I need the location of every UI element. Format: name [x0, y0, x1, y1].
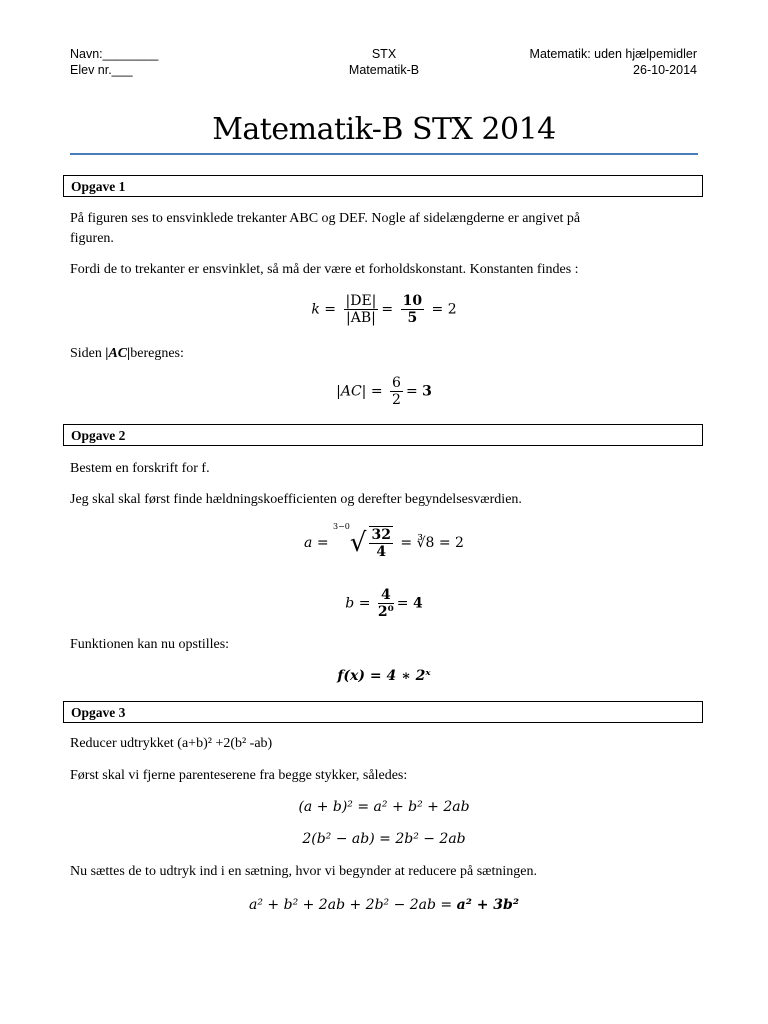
opgave-2-heading: Opgave 2 [63, 424, 703, 446]
p3-variable: |AC| [105, 346, 131, 361]
fraction-4-2pow0 [378, 587, 394, 620]
eq-ac-result: 3 [422, 383, 432, 400]
opgave-1-paragraph-2: Fordi de to trekanter er ensvinklet, så må der være et forholdskonstant. Konstanten findes : [70, 262, 579, 277]
eq-k-lhs: k = [311, 301, 337, 318]
eq-k-result: = 2 [431, 301, 457, 318]
eq-ac-lhs: |AC| = [336, 383, 383, 400]
name-field-label: Navn:________ [70, 47, 159, 61]
p3-suffix: beregnes: [130, 346, 184, 361]
eq-a-lhs: a = [304, 535, 329, 551]
fraction-den: 2 [392, 392, 401, 408]
fraction-num: 4 [378, 587, 394, 604]
fraction-6-2 [390, 375, 403, 408]
fraction-den: 4 [376, 544, 387, 560]
eq3-result: a² + 3b² [456, 897, 519, 913]
eq-a-result: = ∛8 = 2 [400, 535, 464, 551]
header-subject: Matematik-B [348, 63, 420, 77]
opgave-2-equation-f: f(x) = 4 ∗ 2ˣ [337, 668, 431, 684]
opgave-3-equation-2: 2(b² − ab) = 2b² − 2ab [302, 831, 466, 847]
fraction-den: 2⁰ [377, 604, 394, 620]
opgave-3-paragraph-1: Reducer udtrykket (a+b)² +2(b² -ab) [70, 736, 273, 751]
p3-prefix: Siden [70, 346, 106, 361]
fraction-num: 6 [392, 375, 401, 391]
fraction-10-5 [401, 293, 424, 326]
fraction-num: |DE| [345, 293, 377, 309]
opgave-1-paragraph-1: På figuren ses to ensvinklede trekanter ABC og DEF. Nogle af sidelængderne er angivet på figuren. [70, 211, 581, 246]
page-title: Matematik-B STX 2014 [212, 112, 556, 147]
fraction-32-4 [369, 526, 392, 560]
header-exam-type: Matematik: uden hjælpemidler [529, 47, 697, 61]
title-divider [70, 153, 698, 155]
header-date: 26-10-2014 [633, 63, 697, 77]
opgave-1-equation-ac: |AC| = $\frac{6}{2}$ = 3 [336, 375, 432, 408]
opgave-1-paragraph-3 [70, 344, 590, 364]
fraction-num: 32 [371, 527, 391, 543]
eq-b-lhs: b = [345, 595, 371, 612]
opgave-1-heading: Opgave 1 [63, 175, 703, 197]
opgave-3-heading: Opgave 3 [63, 701, 703, 723]
student-number-label: Elev nr.___ [70, 63, 133, 77]
sqrt-icon: √ [349, 528, 367, 558]
opgave-2-paragraph-2: Jeg skal skal først finde hældningskoefficienten og derefter begyndelsesværdien. [70, 492, 522, 507]
opgave-3-paragraph-2: Først skal vi fjerne parenteserene fra begge stykker, således: [70, 768, 408, 783]
opgave-3-equation-3 [0, 897, 768, 913]
opgave-2-equation-a [0, 522, 768, 560]
header-right [530, 46, 697, 78]
opgave-2-paragraph-1: Bestem en forskrift for f. [70, 461, 210, 476]
opgave-2-equation-b: b = $\frac{4}{\text{2⁰}}$ = 4 [345, 587, 423, 620]
fraction-num: 10 [402, 293, 423, 309]
opgave-2-paragraph-3: Funktionen kan nu opstilles: [70, 637, 230, 652]
fraction-de-ab [344, 293, 379, 326]
opgave-3-paragraph-3: Nu sættes de to udtryk ind i en sætning, hvor vi begynder at reducere på sætningen. [70, 864, 537, 879]
fraction-den: 5 [407, 310, 418, 326]
header-stx: STX [371, 47, 397, 61]
fraction-den: |AB| [346, 310, 376, 326]
eq-b-result: 4 [412, 595, 423, 612]
eq3-lhs: a² + b² + 2ab + 2b² − 2ab = [249, 897, 453, 913]
opgave-3-equation-1: (a + b)² = a² + b² + 2ab [298, 799, 470, 815]
root-index: 3−0 [333, 522, 350, 532]
opgave-1-equation-k: k = $\frac{|DE|}{|AB|}$ = $\frac{10}{5}$ = 2 [311, 293, 457, 326]
